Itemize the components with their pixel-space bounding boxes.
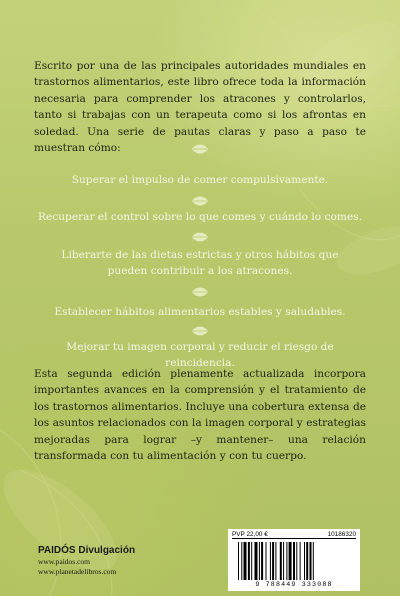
price-row <box>232 531 356 539</box>
barcode-bar <box>280 542 282 580</box>
barcode-bar <box>238 542 239 580</box>
barcode-bar <box>306 542 308 580</box>
barcode-bar <box>296 542 297 580</box>
leaf-icon <box>191 143 209 155</box>
barcode-bar <box>289 542 292 580</box>
publisher-url: www.planetadelibros.com <box>38 567 117 576</box>
benefit-item: Superar el impulso de comer compulsivamente. <box>71 174 329 186</box>
barcode-bar <box>283 542 284 580</box>
barcode-label <box>228 529 360 591</box>
barcode-bar <box>244 542 247 580</box>
leaf-icon <box>191 286 209 298</box>
benefit-item: Mejorar tu imagen corporal y reducir el riesgo de reincidencia. <box>66 341 334 369</box>
barcode-bar <box>300 542 301 580</box>
publisher-block <box>38 544 135 577</box>
benefit-item: Liberarte de las dietas estrictas y otros hábitos que pueden contribuir a los atracones. <box>61 249 339 277</box>
barcode-bar <box>272 542 274 580</box>
isbn-digits: 9 788449 333088 <box>255 581 333 588</box>
leaf-icon <box>191 231 209 243</box>
barcode-bar <box>286 542 287 580</box>
intro-paragraph: Escrito por una de las principales autoridades mundiales en trastornos alimentarios, este libro ofrece toda la información necesaria para comprender los atracones y controlarlos, tanto si trabajas con un terapeuta como si los afrontas en soledad. Una serie de pautas claras y paso a paso te muestran cómo: <box>34 60 366 155</box>
barcode-bar <box>248 542 250 580</box>
price-text: PVP 22,00 € <box>232 531 268 538</box>
leaf-icon <box>191 195 209 207</box>
barcode-bar <box>293 542 295 580</box>
publisher-url: www.paidos.com <box>38 557 91 566</box>
barcode-bar <box>266 542 267 580</box>
benefit-item: Recuperar el control sobre lo que comes y cuándo lo comes. <box>38 211 362 223</box>
barcode-bar <box>241 542 242 580</box>
product-code: 10186320 <box>327 531 356 538</box>
barcode-bar <box>255 542 258 580</box>
barcode-bar <box>270 542 271 580</box>
barcode-bar <box>261 542 263 580</box>
barcode-bar <box>304 542 305 580</box>
barcode-icon <box>236 542 352 580</box>
barcode-bar <box>251 542 252 580</box>
barcode-bar <box>313 542 314 580</box>
barcode-bar <box>310 542 312 580</box>
benefit-item: Establecer hábitos alimentarios estables y saludables. <box>54 306 346 318</box>
edition-paragraph: Esta segunda edición plenamente actualizada incorpora importantes avances en la comprensión y el tratamiento de los trastornos alimentarios. Incluye una cobertura extensa de los asuntos relacionados con la imagen corporal y estrategias mejoradas para lograr –y mantener– una relación transformada con tu alimentación y con tu cuerpo. <box>34 368 366 463</box>
barcode-bar <box>259 542 260 580</box>
barcode-bar <box>275 542 276 580</box>
leaf-icon <box>191 325 209 337</box>
publisher-imprint: PAIDÓS Divulgación <box>38 545 136 556</box>
